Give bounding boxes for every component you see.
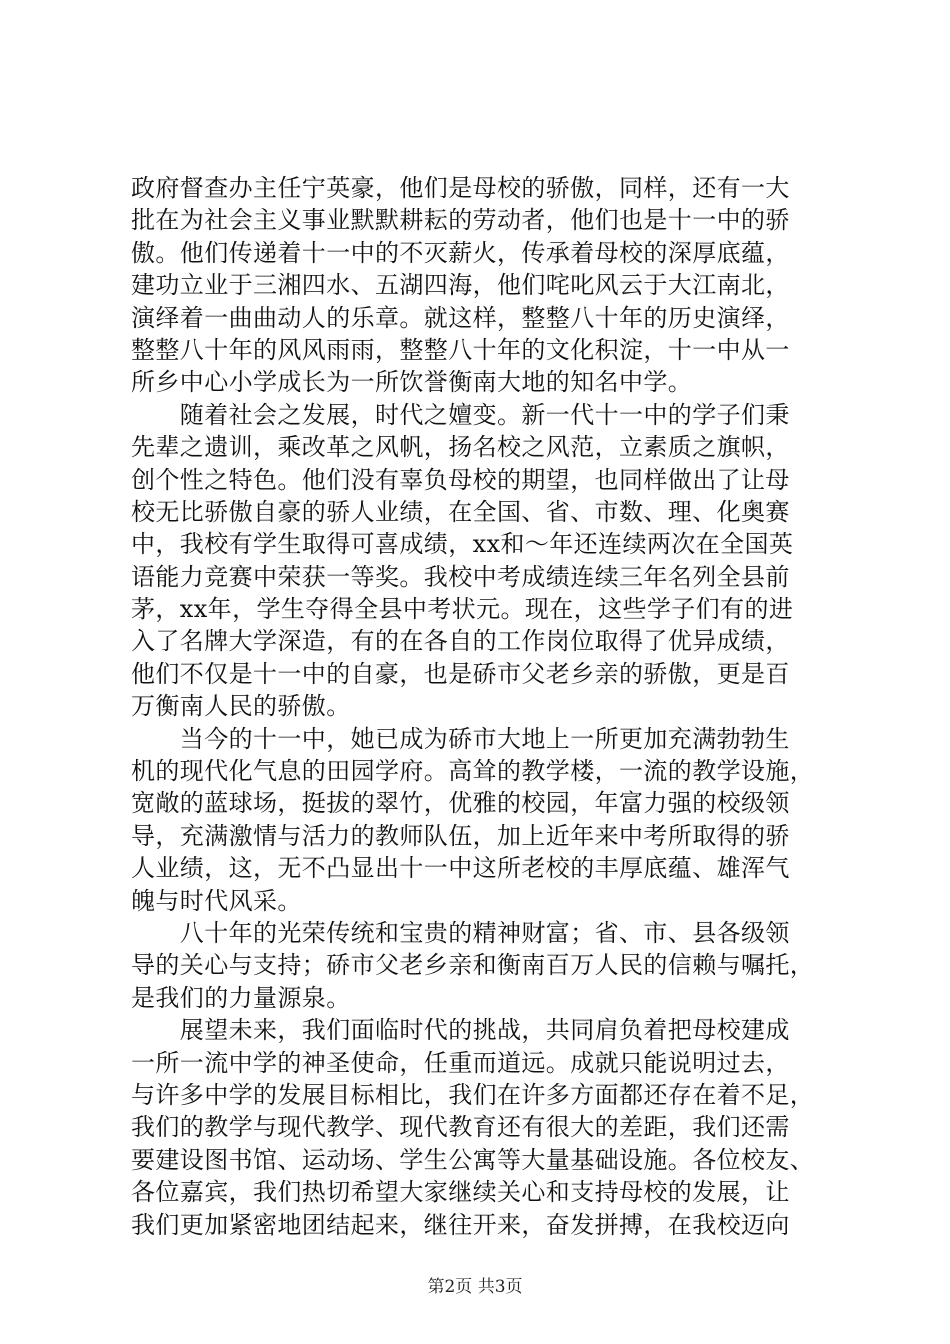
text-line: 随着社会之发展，时代之嬗变。新一代十一中的学子们秉 <box>131 400 790 429</box>
text-line: 是我们的力量源泉。 <box>131 983 351 1012</box>
text-line: 展望未来，我们面临时代的挑战，共同肩负着把母校建成 <box>131 1016 790 1045</box>
text-line: 一所一流中学的神圣使命，任重而道远。成就只能说明过去， <box>131 1048 790 1077</box>
text-line: 先辈之遗训，乘改革之风帆，扬名校之风范，立素质之旗帜， <box>131 433 790 462</box>
document-body <box>131 172 833 1241</box>
text-line: 导的关心与支持；硚市父老乡亲和衡南百万人民的信赖与嘱托， <box>131 951 815 980</box>
text-line: 入了名牌大学深造，有的在各自的工作岗位取得了优异成绩， <box>131 627 790 656</box>
text-line: 中，我校有学生取得可喜成绩，xx和～年还连续两次在全国英 <box>131 530 794 559</box>
text-line: 建功立业于三湘四水、五湖四海，他们咤叱风云于大江南北， <box>131 271 790 300</box>
text-line: 他们不仅是十一中的自豪，也是硚市父老乡亲的骄傲，更是百 <box>131 659 790 688</box>
text-line: 校无比骄傲自豪的骄人业绩，在全国、省、市数、理、化奥赛 <box>131 497 790 526</box>
text-line: 政府督查办主任宁英豪，他们是母校的骄傲，同样，还有一大 <box>131 174 790 202</box>
text-line: 我们更加紧密地团结起来，继往开来，奋发拼搏，在我校迈向 <box>131 1210 790 1239</box>
text-line: 宽敞的蓝球场，挺拔的翠竹，优雅的校园，年富力强的校级领 <box>131 789 790 818</box>
text-line: 茅，xx年，学生夺得全县中考状元。现在，这些学子们有的进 <box>131 595 794 624</box>
text-line: 机的现代化气息的田园学府。高耸的教学楼，一流的教学设施， <box>131 757 815 786</box>
text-line: 演绎着一曲曲动人的乐章。就这样，整整八十年的历史演绎， <box>131 303 790 332</box>
text-line: 导，充满激情与活力的教师队伍，加上近年来中考所取得的骄 <box>131 821 790 850</box>
text-line: 所乡中心小学成长为一所饮誉衡南大地的知名中学。 <box>131 368 693 397</box>
text-line: 万衡南人民的骄傲。 <box>131 692 351 721</box>
text-line: 批在为社会主义事业默默耕耘的劳动者，他们也是十一中的骄 <box>131 206 790 235</box>
text-line: 要建设图书馆、运动场、学生公寓等大量基础设施。各位校友、 <box>131 1145 815 1174</box>
page-number-footer: 第2页 共3页 <box>427 1277 523 1297</box>
text-line: 语能力竞赛中荣获一等奖。我校中考成绩连续三年名列全县前 <box>131 562 790 591</box>
text-line: 与许多中学的发展目标相比，我们在许多方面都还存在着不足， <box>131 1080 815 1109</box>
text-line: 各位嘉宾，我们热切希望大家继续关心和支持母校的发展，让 <box>131 1178 790 1207</box>
text-line: 八十年的光荣传统和宝贵的精神财富；省、市、县各级领 <box>131 918 790 947</box>
text-line: 傲。他们传递着十一中的不灭薪火，传承着母校的深厚底蕴， <box>131 238 790 267</box>
text-line: 人业绩，这，无不凸显出十一中这所老校的丰厚底蕴、雄浑气 <box>131 854 790 883</box>
text-line: 魄与时代风采。 <box>131 886 302 915</box>
text-line: 当今的十一中，她已成为硚市大地上一所更加充满勃勃生 <box>131 724 790 753</box>
text-line: 我们的教学与现代教学、现代教育还有很大的差距，我们还需 <box>131 1113 790 1142</box>
text-line: 创个性之特色。他们没有辜负母校的期望，也同样做出了让母 <box>131 465 790 494</box>
text-line: 整整八十年的风风雨雨，整整八十年的文化积淀，十一中从一 <box>131 335 790 364</box>
